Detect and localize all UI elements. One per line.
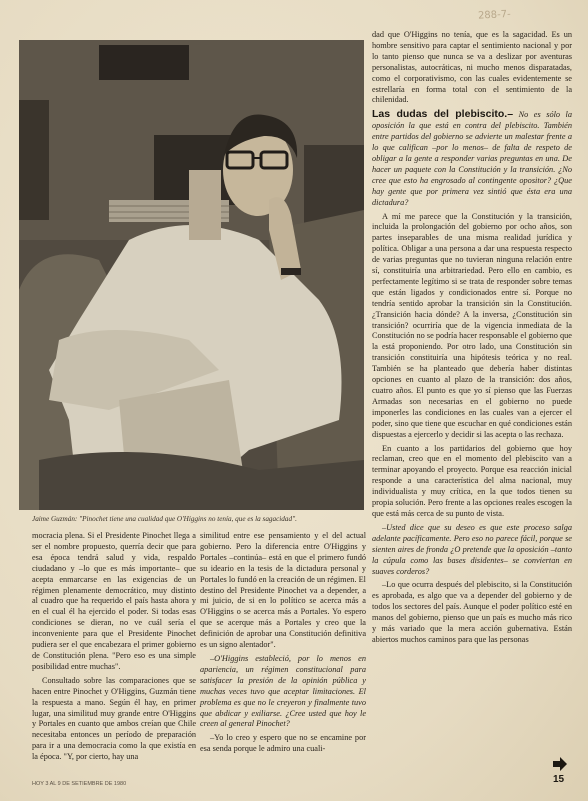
continue-arrow-icon <box>552 757 568 771</box>
question-pacifico: –Usted dice que su deseo es que este proceso salga adelante pacíficamente. Pero eso no parece fácil, porque se sienten aires de fronda ¿O pretende que la oposición –tanto la cúpula como las bases disidentes– se conviertan en suaves corderos? <box>372 522 572 576</box>
photo-caption: Jaime Guzmán: "Pinochet tiene una cualidad que O'Higgins no tenía, que es la sagacidad". <box>32 515 297 523</box>
handwritten-note: 288-7- <box>477 8 511 22</box>
column-1 <box>32 531 196 766</box>
answer-pacifico: –Lo que ocurra después del plebiscito, si la Constitución es aprobada, es algo que va a depender del gobierno y de todos los sectores del país. Aunque el poder político esté en manos del gobierno, pienso que un país es mucho más rico y más variado que la mera acción gubernativa. Están abiertos muchos caminos para que las personas <box>372 580 572 644</box>
column-3 <box>372 30 572 649</box>
answer-ohiggins: –Yo lo creo y espero que no se encamine por esa senda porque le admiro una cuali- <box>200 733 366 754</box>
photo-jaime-guzman <box>19 40 364 510</box>
column1-paragraph-2: Consultado sobre las comparaciones que se hacen entre Pinochet y O'Higgins, Guzmán tiene la respuesta a mano. Según él hay, en primer lugar, una similitud muy grande entre O'Higgins y Portales en cuanto que ambos creían que Chile necesitaba entonces un período de preparación para ir a una democracia como la que existía en la época. "Y, por cierto, hay una <box>32 675 196 762</box>
footer-issue-date: HOY 3 AL 9 DE SETIEMBRE DE 1980 <box>32 781 127 787</box>
question-ohiggins: –O'Higgins estableció, por lo menos en apariencia, un régimen constitucional para satisfacer la presión de la opinión pública y muchas veces tuvo que aceptar limitaciones. El problema es que no le creyeron y finalmente tuvo que abdicar y exiliarse. ¿Cree usted que hoy le creen al general Pinochet? <box>200 653 366 729</box>
column1-paragraph: mocracia plena. Si el Presidente Pinochet llega a ser el nombre propuesto, querría decir que para esa época tendrá salud y vida, respaldo ciudadano y –lo que es más importante– que acepta enmarcarse en las exigencias de un régimen plenamente democrático, muy distinto al cuadro que ha requerido el país hasta ahora y en el cual él ha ejercido el poder. Si todas esas condiciones se dieran, no ve cuál sería el inconveniente para que el Presidente Pinochet pudiera ser el que encabezara el primer gobierno de Constitución plena. "Pero eso es una simple posibilidad entre muchas". <box>32 531 196 671</box>
answer-plebiscito: A mí me parece que la Constitución y la transición, incluida la prolongación del gobierno por ocho años, son partes inseparables de una misma realidad jurídica y política. Obligar a una persona a dar una respuesta respecto de varias preguntas que no tuvieran ninguna relación entre sí, constituiría una arbitrariedad. Pero ello en cambio, es perfectamente legítimo si se trata de responder sobre temas que están ligados y condicionados entre sí. Porque no tendría sentido aprobar la transición sin la Constitución. ¿Transición hacia dónde? A la inversa, ¿Constitución sin transición? ocurriría que de la vigencia inmediata de la Constitución no se podría hacer responsable el gobierno que la está proponiendo. Por otro lado, una Constitución sin transición constituiría una hipótesis teórica y no real. También se ha planteado que debería haber distintas opciones en cuanto al plazo de la transición: dos años, cuatro años. El punto es que yo sí pienso que las Fuerzas Armadas son necesarias en el gobierno no puede imponerles las condiciones en las cuales van a ejercer el poder, sino que tiene que escuchar en qué condiciones están dispuestas a ejercerlo y decidir si las acepta o las rechaza. <box>372 211 572 439</box>
column3-intro: dad que O'Higgins no tenía, que es la sagacidad. Es un hombre sensitivo para captar el sentimiento nacional y por lo tanto pienso que nunca se va a deslizar por aventuras personalistas, autocráticas, ni mucho menos disparatadas, como el corporativismo, con las cuales evidentemente se estrellaría en forma total con el sentimiento de la chilenidad. <box>372 30 572 105</box>
page-number: 15 <box>553 774 565 785</box>
question-plebiscito: No es sólo la oposición la que está en contra del plebiscito. También entre partidos del gobierno se advierte un malestar frente a lo que califican –por lo menos– de falta de respeto de obligar a la gente a responder varias preguntas en una. De hacer un paquete con la Constitución y la transición. ¿No cree que esto ha engrosado al contingente opositor? ¿Que hay gente que por primera vez sintió que ésta era una dictadura? <box>372 110 573 207</box>
column-2 <box>200 531 366 758</box>
section-heading: Las dudas del plebiscito.– <box>372 108 514 121</box>
column2-paragraph: similitud entre ese pensamiento y el del actual gobierno. Pero la diferencia entre O'Higgins y Portales –continúa– está en que el primero fundó su ideario en la tesis de la dictadura personal y Portales lo fundó en la creación de un régimen. El destino del Presidente Pinochet va a depender, a mi juicio, de si en lo político se acerca más a O'Higgins o se acerca más a Portales. Yo espero que se acerque más a Portales y creo que la definición de aprobar una Constitución definitiva es un signo alentador". <box>200 531 366 650</box>
answer-plebiscito-2: En cuanto a los partidarios del gobierno que hoy reclaman, creo que en el momento del plebiscito van a terminar apoyando el proyecto. Porque esa reacción inicial responde a una característica del alma nacional, muy individualista y muy crítica, en la que todos tienen su propia solución. Pero frente a las opciones reales escogen la que está más cerca de su punto de vista. <box>372 443 572 518</box>
